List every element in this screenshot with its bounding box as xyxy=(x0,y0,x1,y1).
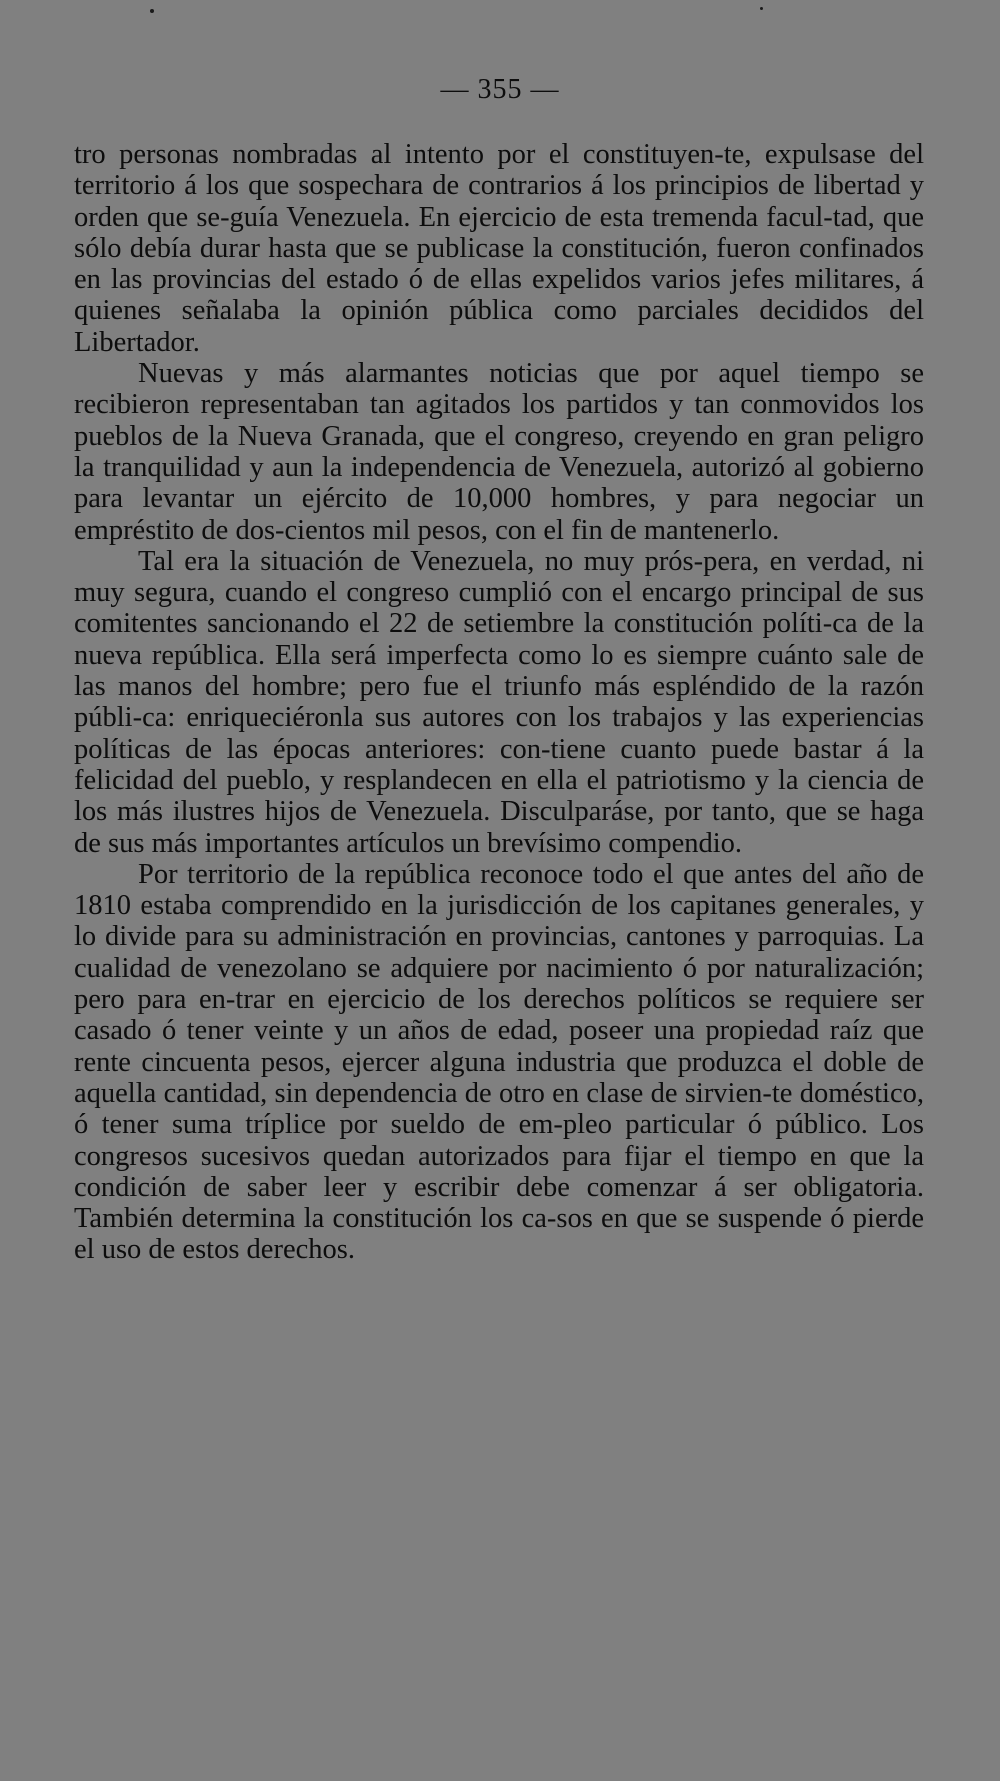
body-text xyxy=(74,139,924,1266)
ink-speck xyxy=(150,9,154,13)
paragraph-3: Tal era la situación de Venezuela, no muy prós-pera, en verdad, ni muy segura, cuando el congreso cumplió con el encargo principal de sus comitentes sancionando el 22 de setiembre la constitución políti-ca de la nueva república. Ella será imperfecta como lo es siempre cuánto sale de las manos del hombre; pero fue el triunfo más espléndido de la razón públi-ca: enriqueciéronla sus autores con los trabajos y las experiencias políticas de las épocas anteriores: con-tiene cuanto puede bastar á la felicidad del pueblo, y resplandecen en ella el patriotismo y la ciencia de los más ilustres hijos de Venezuela. Disculparáse, por tanto, que se haga de sus más importantes artículos un brevísimo compendio. xyxy=(74,545,924,859)
ink-speck xyxy=(760,7,763,10)
paragraph-2: Nuevas y más alarmantes noticias que por aquel tiempo se recibieron representaban tan agitados los partidos y tan conmovidos los pueblos de la Nueva Granada, que el congreso, creyendo en gran peligro la tranquilidad y aun la independencia de Venezuela, autorizó al gobierno para levantar un ejército de 10,000 hombres, y para negociar un empréstito de dos-cientos mil pesos, con el fin de mantenerlo. xyxy=(74,358,924,546)
page-number: — 355 — xyxy=(440,74,560,105)
paragraph-1: tro personas nombradas al intento por el constituyen-te, expulsase del territorio á los que sospechara de contrarios á los principios de libertad y orden que se-guía Venezuela. En ejercicio de esta tremenda facul-tad, que sólo debía durar hasta que se publicase la constitución, fueron confinados en las provincias del estado ó de ellas expelidos varios jefes militares, á quienes señalaba la opinión pública como parciales decididos del Libertador. xyxy=(74,139,924,358)
paragraph-4: Por territorio de la república reconoce todo el que antes del año de 1810 estaba comprendido en la jurisdicción de los capitanes generales, y lo divide para su administración en provincias, cantones y parroquias. La cualidad de venezolano se adquiere por nacimiento ó por naturalización; pero para en-trar en ejercicio de los derechos políticos se requiere ser casado ó tener veinte y un años de edad, poseer una propiedad raíz que rente cincuenta pesos, ejercer alguna industria que produzca el doble de aquella cantidad, sin dependencia de otro en clase de sirvien-te doméstico, ó tener suma tríplice por sueldo de em-pleo particular ó público. Los congresos sucesivos quedan autorizados para fijar el tiempo en que la condición de saber leer y escribir debe comenzar á ser obligatoria. También determina la constitución los ca-sos en que se suspende ó pierde el uso de estos derechos. xyxy=(74,858,924,1266)
